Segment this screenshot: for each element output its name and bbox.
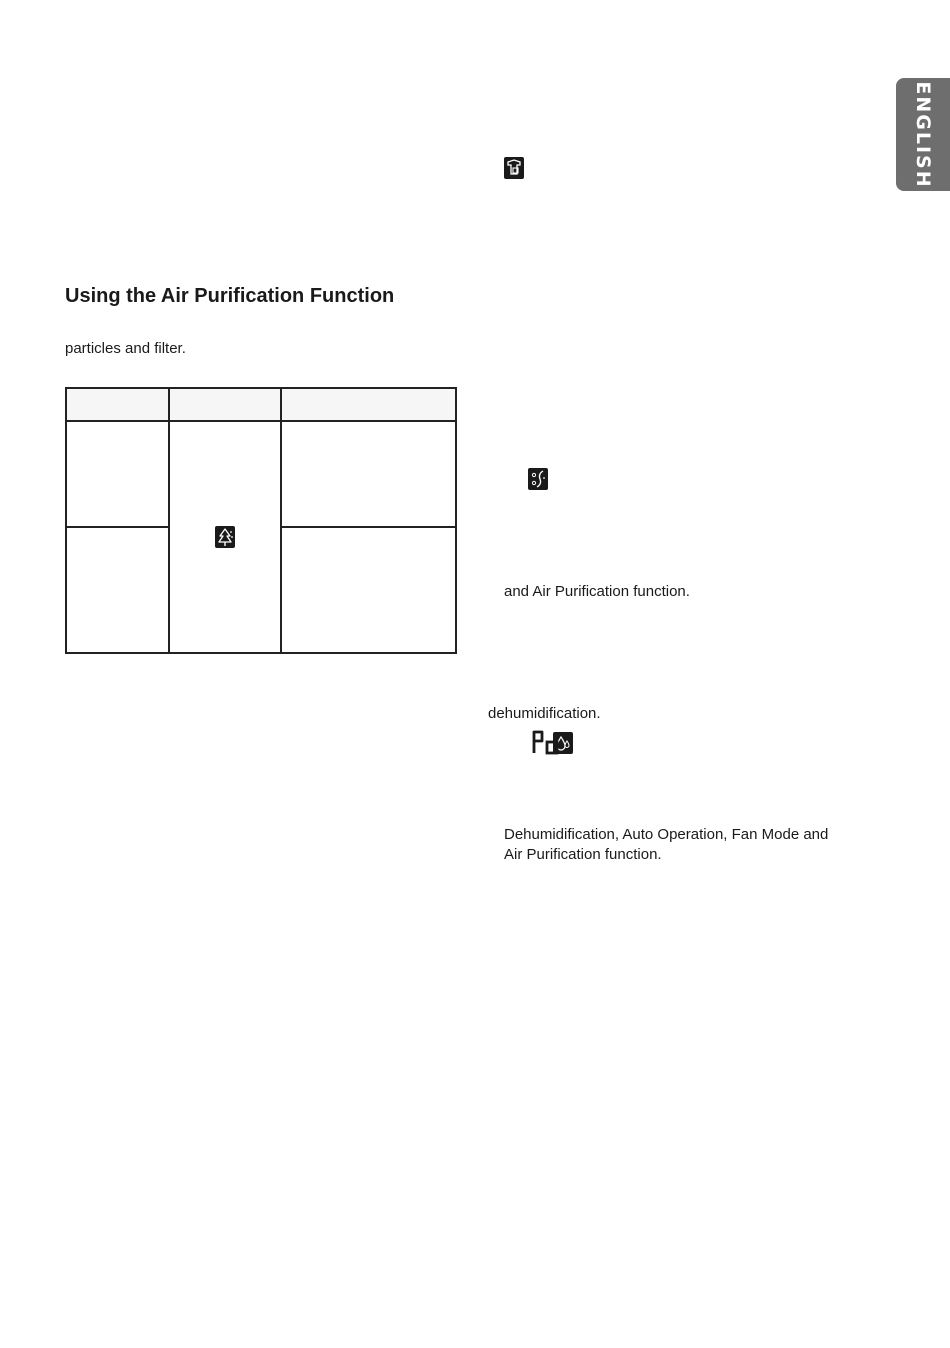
table-cell — [66, 421, 169, 527]
modes-text-line1: Dehumidification, Auto Operation, Fan Mode and — [504, 826, 829, 843]
po-display-icon — [531, 728, 561, 761]
table-row — [66, 421, 456, 527]
filter-clean-icon — [504, 157, 524, 179]
purify-note-text: and Air Purification function. — [504, 583, 690, 600]
language-tab — [896, 78, 950, 191]
intro-text: particles and filter. — [65, 340, 186, 357]
modes-text-line2: Air Purification function. — [504, 846, 662, 863]
table-header-cell — [281, 388, 456, 421]
function-table — [65, 387, 457, 654]
language-tab-label: ENGLISH — [912, 80, 934, 189]
table-cell — [66, 527, 169, 653]
table-icon-cell — [169, 421, 281, 653]
section-heading: Using the Air Purification Function — [65, 285, 395, 307]
dehumidification-text: dehumidification. — [488, 705, 601, 722]
tree-plasma-icon — [215, 526, 235, 548]
table-header-cell — [169, 388, 281, 421]
table-cell — [281, 527, 456, 653]
table-cell — [281, 421, 456, 527]
table-header-row — [66, 388, 456, 421]
air-purify-icon — [528, 468, 548, 490]
table-header-cell — [66, 388, 169, 421]
